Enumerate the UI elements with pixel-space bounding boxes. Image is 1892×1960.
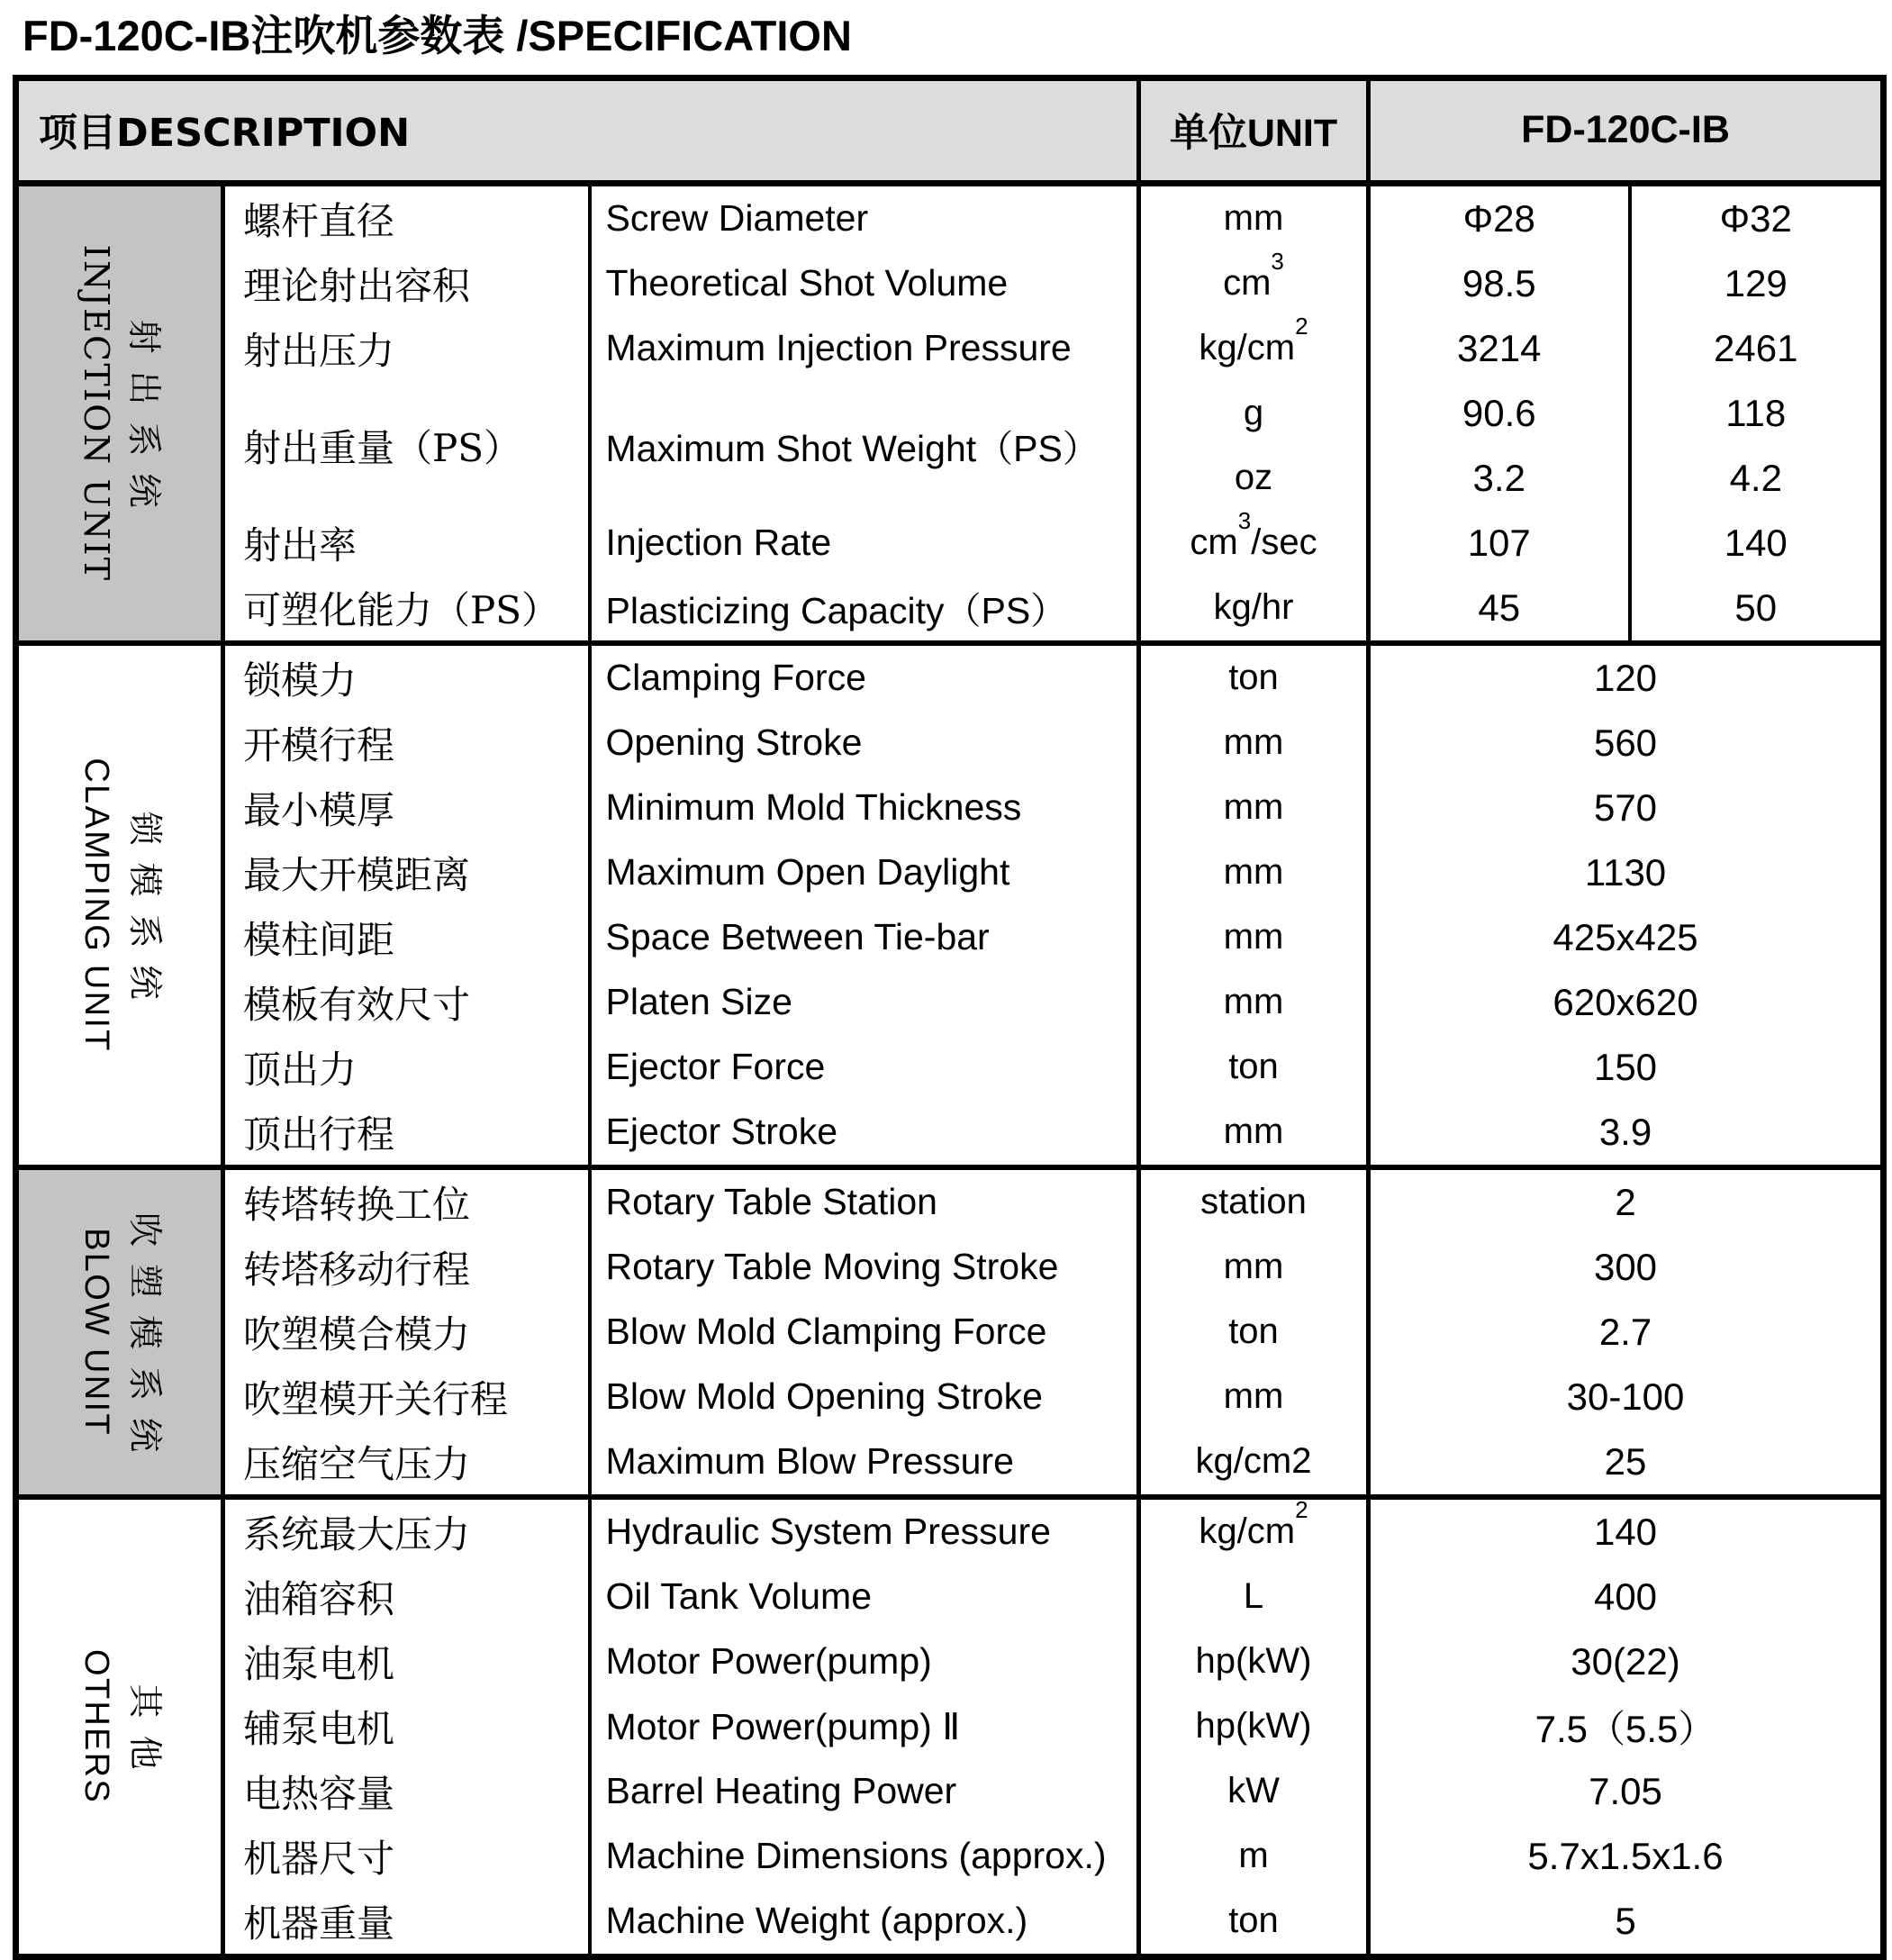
unit-cell: ton: [1139, 1300, 1369, 1365]
section-label-text: [72, 1649, 167, 1804]
desc-en: Opening Stroke: [590, 711, 1139, 776]
desc-en: Motor Power(pump): [590, 1629, 1139, 1694]
unit-cell: mm: [1139, 1100, 1369, 1167]
desc-en: Oil Tank Volume: [590, 1565, 1139, 1629]
desc-en: Platen Size: [590, 970, 1139, 1035]
unit-cell: station: [1139, 1167, 1369, 1235]
spec-row: [16, 1167, 1884, 1235]
unit-cell: ton: [1139, 1889, 1369, 1957]
spec-row: [16, 381, 1884, 446]
desc-cn: 锁模力: [223, 643, 590, 711]
spec-row: [16, 1235, 1884, 1300]
section-label-blow-unit: [16, 1167, 223, 1497]
spec-row: [16, 840, 1884, 905]
unit-cell: mm: [1139, 970, 1369, 1035]
desc-en: Screw Diameter: [590, 183, 1139, 251]
spec-table: [13, 75, 1887, 1960]
desc-cn: 机器重量: [223, 1889, 590, 1957]
value-cell: 300: [1369, 1235, 1884, 1300]
spec-table-header: [16, 77, 1884, 183]
desc-cn: 电热容量: [223, 1759, 590, 1824]
desc-cn: 吹塑模开关行程: [223, 1365, 590, 1429]
value-cell: 118: [1630, 381, 1884, 446]
spec-row: [16, 1565, 1884, 1629]
desc-en: Theoretical Shot Volume: [590, 251, 1139, 316]
desc-en: Minimum Mold Thickness: [590, 776, 1139, 840]
header-description: 项目DESCRIPTION: [16, 77, 1139, 183]
unit-cell: mm: [1139, 711, 1369, 776]
value-cell: 2461: [1630, 316, 1884, 381]
desc-cn: 模柱间距: [223, 905, 590, 970]
value-cell: 30(22): [1369, 1629, 1884, 1694]
unit-cell: g: [1139, 381, 1369, 446]
desc-cn: 吹塑模合模力: [223, 1300, 590, 1365]
unit-cell: $cm^3$: [1139, 251, 1369, 316]
desc-en: Blow Mold Opening Stroke: [590, 1365, 1139, 1429]
unit-superscript: 3: [1271, 247, 1284, 275]
desc-en: Blow Mold Clamping Force: [590, 1300, 1139, 1365]
spec-row: [16, 1300, 1884, 1365]
desc-cn: 转塔转换工位: [223, 1167, 590, 1235]
unit-cell: mm: [1139, 840, 1369, 905]
desc-en: Clamping Force: [590, 643, 1139, 711]
desc-cn: 最大开模距离: [223, 840, 590, 905]
spec-row: [16, 576, 1884, 643]
value-cell: 45: [1369, 576, 1630, 643]
section-clamping-unit: [16, 643, 1884, 1167]
value-cell: Φ32: [1630, 183, 1884, 251]
desc-cn: 开模行程: [223, 711, 590, 776]
value-cell: 7.5（5.5）: [1369, 1694, 1884, 1759]
spec-row: [16, 1497, 1884, 1565]
section-label-cn: 锁模系统: [125, 811, 164, 1017]
desc-cn: 模板有效尺寸: [223, 970, 590, 1035]
desc-cn: 射出率: [223, 511, 590, 576]
unit-cell: m: [1139, 1824, 1369, 1889]
unit-cell: mm: [1139, 1365, 1369, 1429]
value-cell: 570: [1369, 776, 1884, 840]
unit-superscript: 2: [1295, 312, 1308, 340]
desc-cn: 转塔移动行程: [223, 1235, 590, 1300]
section-blow-unit: [16, 1167, 1884, 1497]
spec-row: [16, 1035, 1884, 1100]
desc-cn: 辅泵电机: [223, 1694, 590, 1759]
spec-row: [16, 970, 1884, 1035]
value-cell: 129: [1630, 251, 1884, 316]
section-label-cn: 吹塑模系统: [125, 1211, 164, 1469]
value-cell: 400: [1369, 1565, 1884, 1629]
unit-cell: L: [1139, 1565, 1369, 1629]
value-cell: 120: [1369, 643, 1884, 711]
value-cell: 107: [1369, 511, 1630, 576]
section-others: [16, 1497, 1884, 1957]
section-injection-unit: [16, 183, 1884, 643]
section-label-en: BLOW UNIT: [77, 1227, 115, 1437]
value-cell: 5: [1369, 1889, 1884, 1957]
section-label-text: [72, 758, 167, 1052]
unit-cell: ton: [1139, 643, 1369, 711]
desc-en: Barrel Heating Power: [590, 1759, 1139, 1824]
section-label-en: INJECTION UNIT: [77, 244, 116, 583]
desc-cn: 可塑化能力（PS）: [223, 576, 590, 643]
value-cell: 140: [1630, 511, 1884, 576]
value-cell: 620x620: [1369, 970, 1884, 1035]
unit-cell: kg/hr: [1139, 576, 1369, 643]
spec-row: [16, 1100, 1884, 1167]
spec-row: [16, 1694, 1884, 1759]
unit-superscript: 3: [1237, 506, 1252, 534]
unit-cell: kg/cm2: [1139, 1429, 1369, 1497]
desc-cn: 射出压力: [223, 316, 590, 381]
spec-row: [16, 251, 1884, 316]
desc-en: Rotary Table Station: [590, 1167, 1139, 1235]
section-label-cn: 射出系统: [124, 319, 165, 525]
spec-row: [16, 1629, 1884, 1694]
desc-en: Space Between Tie-bar: [590, 905, 1139, 970]
value-cell: 2.7: [1369, 1300, 1884, 1365]
desc-cn: 射出重量（PS）: [223, 381, 590, 511]
unit-cell: mm: [1139, 1235, 1369, 1300]
unit-cell: $cm^3/\sec$: [1139, 511, 1369, 576]
section-label-injection-unit: [16, 183, 223, 643]
desc-en: Hydraulic System Pressure: [590, 1497, 1139, 1565]
value-cell: 425x425: [1369, 905, 1884, 970]
desc-cn: 油泵电机: [223, 1629, 590, 1694]
unit-cell: mm: [1139, 905, 1369, 970]
spec-row: [16, 905, 1884, 970]
unit-cell: mm: [1139, 776, 1369, 840]
header-unit: 单位UNIT: [1139, 77, 1369, 183]
unit-cell: kW: [1139, 1759, 1369, 1824]
desc-en: Rotary Table Moving Stroke: [590, 1235, 1139, 1300]
value-cell: 50: [1630, 576, 1884, 643]
desc-en: Ejector Force: [590, 1035, 1139, 1100]
desc-en: Machine Dimensions (approx.): [590, 1824, 1139, 1889]
section-label-en: OTHERS: [77, 1648, 115, 1804]
spec-row: [16, 643, 1884, 711]
unit-cell: mm: [1139, 183, 1369, 251]
unit-cell: ton: [1139, 1035, 1369, 1100]
spec-row: [16, 1824, 1884, 1889]
desc-cn: 油箱容积: [223, 1565, 590, 1629]
unit-cell: hp(kW): [1139, 1629, 1369, 1694]
unit-cell: oz: [1139, 446, 1369, 511]
header-row: [16, 77, 1884, 183]
value-cell: 3.2: [1369, 446, 1630, 511]
spec-row: [16, 711, 1884, 776]
value-cell: 2: [1369, 1167, 1884, 1235]
unit-cell: $kg/cm^2$: [1139, 1497, 1369, 1565]
spec-row: [16, 511, 1884, 576]
header-model: FD-120C-IB: [1369, 77, 1884, 183]
page-title: FD-120C-IB注吹机参数表 /SPECIFICATION: [23, 12, 852, 59]
value-cell: 150: [1369, 1035, 1884, 1100]
desc-en: Plasticizing Capacity（PS）: [590, 576, 1139, 643]
value-cell: 560: [1369, 711, 1884, 776]
value-cell: 25: [1369, 1429, 1884, 1497]
spec-row: [16, 1889, 1884, 1957]
spec-row: [16, 316, 1884, 381]
desc-en: Machine Weight (approx.): [590, 1889, 1139, 1957]
section-label-text: [72, 244, 167, 582]
section-label-text: [72, 1195, 167, 1469]
desc-en: Maximum Blow Pressure: [590, 1429, 1139, 1497]
spec-row: [16, 1429, 1884, 1497]
desc-cn: 系统最大压力: [223, 1497, 590, 1565]
section-label-cn: 其他: [125, 1683, 164, 1787]
value-cell: Φ28: [1369, 183, 1630, 251]
value-cell: 30-100: [1369, 1365, 1884, 1429]
desc-cn: 最小模厚: [223, 776, 590, 840]
value-cell: 3214: [1369, 316, 1630, 381]
unit-cell: hp(kW): [1139, 1694, 1369, 1759]
desc-cn: 螺杆直径: [223, 183, 590, 251]
desc-cn: 顶出行程: [223, 1100, 590, 1167]
value-cell: 7.05: [1369, 1759, 1884, 1824]
desc-cn: 机器尺寸: [223, 1824, 590, 1889]
value-cell: 140: [1369, 1497, 1884, 1565]
value-cell: 1130: [1369, 840, 1884, 905]
section-label-others: [16, 1497, 223, 1957]
value-cell: 5.7x1.5x1.6: [1369, 1824, 1884, 1889]
desc-en: Maximum Shot Weight（PS）: [590, 381, 1139, 511]
desc-cn: 顶出力: [223, 1035, 590, 1100]
spec-row: [16, 1365, 1884, 1429]
unit-superscript: 2: [1295, 1495, 1308, 1523]
desc-en: Maximum Injection Pressure: [590, 316, 1139, 381]
value-cell: 90.6: [1369, 381, 1630, 446]
spec-row: [16, 183, 1884, 251]
spec-row: [16, 1759, 1884, 1824]
spec-row: [16, 776, 1884, 840]
desc-en: Injection Rate: [590, 511, 1139, 576]
desc-cn: 压缩空气压力: [223, 1429, 590, 1497]
desc-en: Motor Power(pump) Ⅱ: [590, 1694, 1139, 1759]
section-label-en: CLAMPING UNIT: [77, 758, 115, 1053]
value-cell: 98.5: [1369, 251, 1630, 316]
section-label-clamping-unit: [16, 643, 223, 1167]
unit-cell: $kg/cm^2$: [1139, 316, 1369, 381]
desc-en: Ejector Stroke: [590, 1100, 1139, 1167]
value-cell: 4.2: [1630, 446, 1884, 511]
desc-en: Maximum Open Daylight: [590, 840, 1139, 905]
value-cell: 3.9: [1369, 1100, 1884, 1167]
desc-cn: 理论射出容积: [223, 251, 590, 316]
